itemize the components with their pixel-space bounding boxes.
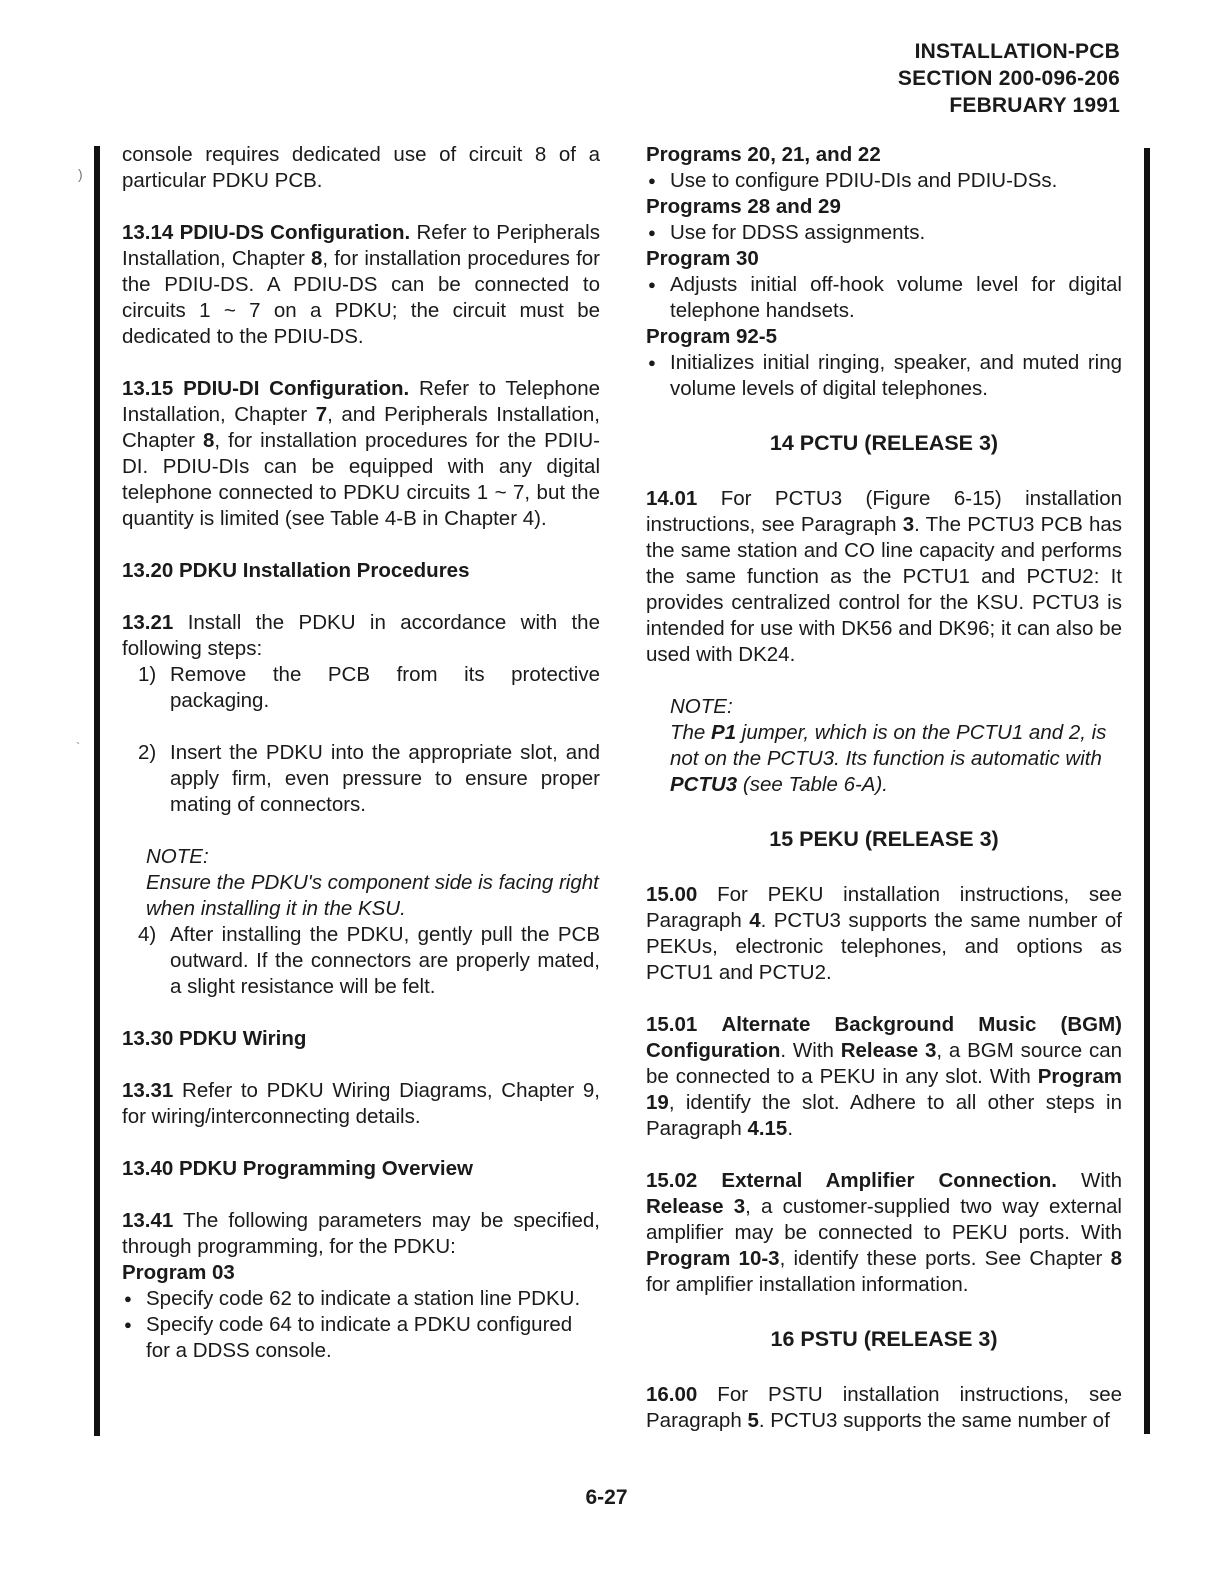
- program-30-heading: Program 30: [646, 247, 759, 270]
- scan-mark: ): [78, 166, 83, 182]
- right-column: [646, 142, 1122, 1434]
- step-item: 4) After installing the PDKU, gently pull the PCB outward. If the connectors are properly mated, a slight resistance will be felt.: [138, 923, 600, 998]
- paragraph-15-00: 15.00 For PEKU installation instructions, see Paragraph 4. PCTU3 supports the same number of PEKUs, electronic telephones, and options as PCTU1 and PCTU2.: [646, 883, 1122, 984]
- list-item: ● Adjusts initial off-hook volume level for digital telephone handsets.: [646, 272, 1122, 324]
- change-bar-right: [1144, 148, 1150, 1434]
- program-92-5-heading: Program 92-5: [646, 325, 778, 348]
- program-30-list: [646, 272, 1122, 324]
- paragraph-14-01: 14.01 For PCTU3 (Figure 6-15) installation instructions, see Paragraph 3. The PCTU3 PCB has the same station and CO line capacity and performs the same function as the PCTU1 and PCTU2: It provides centralized control for the KSU. PCTU3 is intended for use with DK56 and DK96; it can also be used with DK24.: [646, 487, 1122, 666]
- note-label: NOTE:: [146, 845, 209, 868]
- paragraph-13-31: 13.31 Refer to PDKU Wiring Diagrams, Chapter 9, for wiring/interconnecting details.: [122, 1079, 600, 1128]
- step-item: 1) Remove the PCB from its protective packaging.: [138, 663, 600, 712]
- note-text: Ensure the PDKU's component side is facing right when installing it in the KSU.: [146, 871, 599, 920]
- heading-13-30: 13.30 PDKU Wiring: [122, 1027, 307, 1050]
- programs-20-22-list: [646, 168, 1122, 194]
- program-92-5-list: [646, 350, 1122, 402]
- heading-16: 16 PSTU (RELEASE 3): [770, 1327, 998, 1351]
- heading-14: 14 PCTU (RELEASE 3): [769, 431, 999, 455]
- paragraph-13-14: 13.14 PDIU-DS Configuration. Refer to Peripherals Installation, Chapter 8, for installation procedures for the PDIU-DS. A PDIU-DS can be connected to circuits 1 ~ 7 on a PDKU; the circuit must be dedicated to the PDIU-DS.: [122, 221, 600, 348]
- paragraph-13-15: 13.15 PDIU-DI Configuration. Refer to Telephone Installation, Chapter 7, and Peripherals Installation, Chapter 8, for installation procedures for the PDIU-DI. PDIU-DIs can be equipped with any digital telephone connected to PDKU circuits 1 ~ 7, but the quantity is limited (see Table 4-B in Chapter 4).: [122, 377, 601, 530]
- programs-20-22-heading: Programs 20, 21, and 22: [646, 143, 881, 166]
- list-item: ● Use for DDSS assignments.: [646, 220, 1122, 246]
- left-column: [122, 142, 600, 1364]
- program-03-list: [122, 1286, 600, 1364]
- programs-28-29-list: [646, 220, 1122, 246]
- list-item: ● Specify code 64 to indicate a PDKU configured for a DDSS console.: [122, 1312, 600, 1364]
- note-text: The P1 jumper, which is on the PCTU1 and 2, is not on the PCTU3. Its function is automatic with PCTU3 (see Table 6-A).: [670, 721, 1107, 796]
- list-item: ● Initializes initial ringing, speaker, and muted ring volume levels of digital telephones.: [646, 350, 1122, 402]
- paragraph-15-01: 15.01 Alternate Background Music (BGM) Configuration. With Release 3, a BGM source can be connected to a PEKU in any slot. With Program 19, identify the slot. Adhere to all other steps in Paragraph 4.15.: [646, 1013, 1122, 1140]
- install-steps: [122, 662, 600, 818]
- list-item: ● Specify code 62 to indicate a station line PDKU.: [122, 1286, 600, 1312]
- paragraph-13-41: 13.41 The following parameters may be specified, through programming, for the PDKU:: [122, 1209, 600, 1258]
- note-label: NOTE:: [670, 695, 733, 718]
- page-number: 6-27: [585, 1486, 628, 1509]
- programs-28-29-heading: Programs 28 and 29: [646, 195, 841, 218]
- heading-13-20: 13.20 PDKU Installation Procedures: [122, 559, 470, 582]
- header-date: FEBRUARY 1991: [949, 94, 1120, 117]
- paragraph-13-21: 13.21 Install the PDKU in accordance with the following steps:: [122, 611, 600, 660]
- header-section: SECTION 200-096-206: [897, 67, 1120, 90]
- scan-mark: `: [76, 740, 80, 754]
- header-title: INSTALLATION-PCB: [914, 40, 1120, 63]
- page-header: [898, 38, 1120, 119]
- intro-paragraph: console requires dedicated use of circuit 8 of a particular PDKU PCB.: [122, 143, 600, 192]
- note-pctu3: [646, 694, 1122, 798]
- list-item: ● Use to configure PDIU-DIs and PDIU-DSs.: [646, 168, 1122, 194]
- program-03-heading: Program 03: [122, 1261, 235, 1284]
- heading-15: 15 PEKU (RELEASE 3): [769, 827, 999, 851]
- change-bar-left: [94, 146, 100, 1436]
- note-pdku: [122, 844, 600, 922]
- paragraph-16-00: 16.00 For PSTU installation instructions, see Paragraph 5. PCTU3 supports the same number of: [646, 1383, 1122, 1432]
- heading-13-40: 13.40 PDKU Programming Overview: [122, 1157, 473, 1180]
- step-item: 2) Insert the PDKU into the appropriate slot, and apply firm, even pressure to ensure proper mating of connectors.: [138, 741, 600, 816]
- paragraph-15-02: 15.02 External Amplifier Connection. With Release 3, a customer-supplied two way external amplifier may be connected to PEKU ports. With Program 10-3, identify these ports. See Chapter 8 for amplifier installation information.: [646, 1169, 1123, 1296]
- install-steps-cont: [122, 922, 600, 1000]
